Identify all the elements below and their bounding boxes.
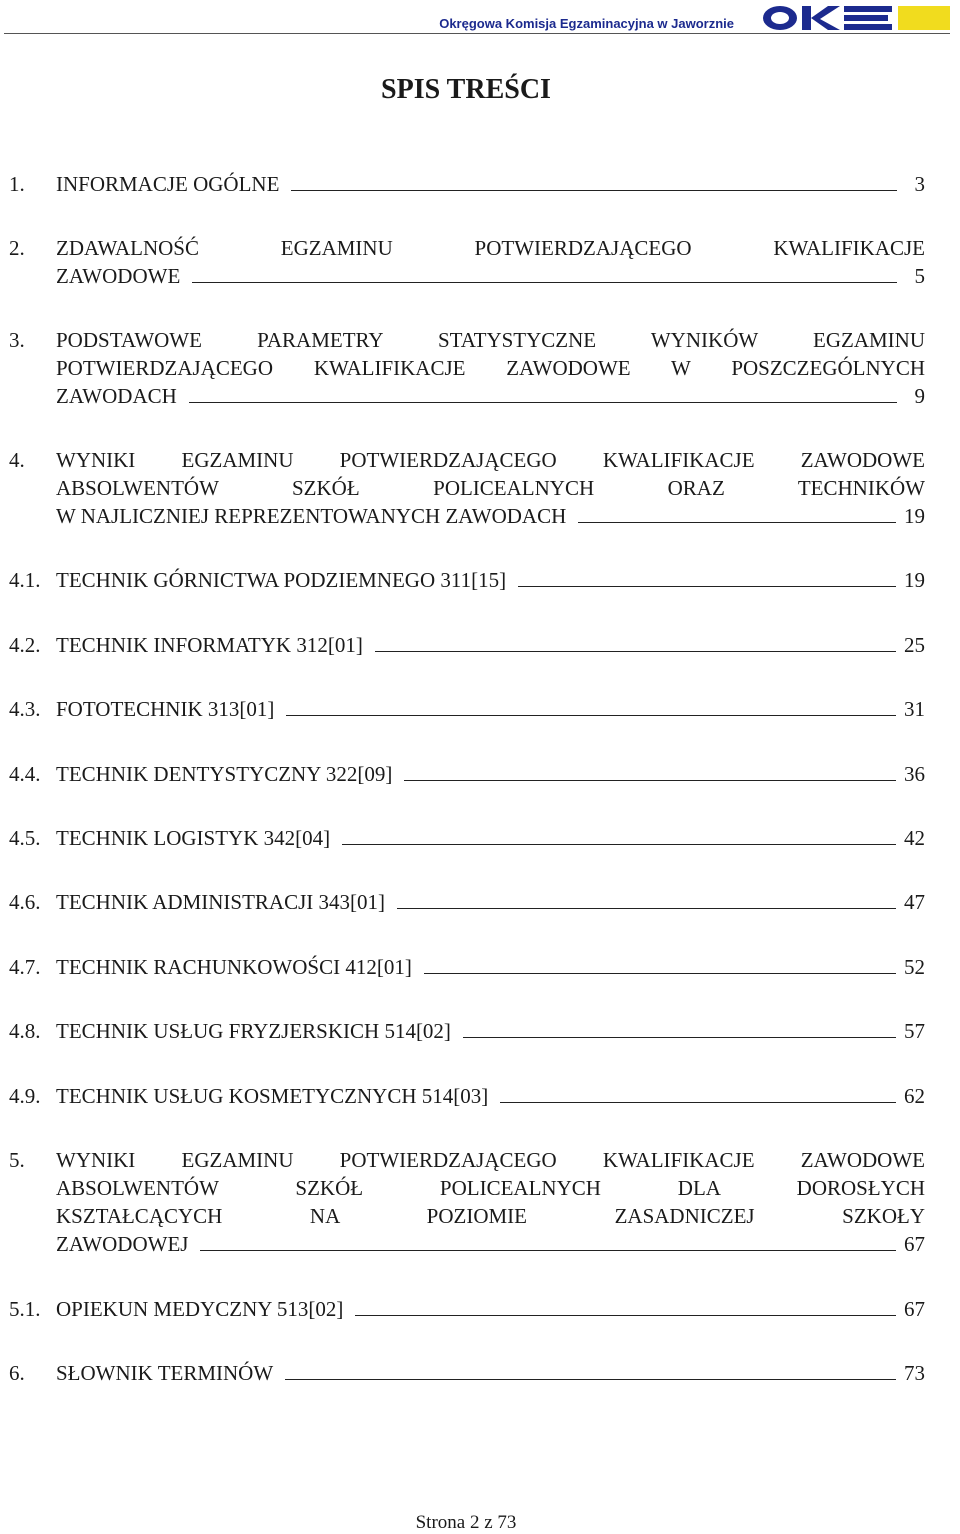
toc-page-number: 9	[914, 384, 925, 408]
toc-page-number: 73	[904, 1361, 925, 1385]
toc-page-number: 25	[904, 633, 925, 657]
toc-page-number: 36	[904, 762, 925, 786]
toc-entry[interactable]	[9, 1082, 925, 1110]
toc-entry-title-line: TECHNIK USŁUG FRYZJERSKICH 514[02]	[56, 1019, 451, 1043]
toc-entry-title-line: ZDAWALNOŚĆ EGZAMINU POTWIERDZAJĄCEGO KWALIFIKACJE	[56, 236, 925, 260]
toc-entry-title-line: SŁOWNIK TERMINÓW	[56, 1361, 274, 1385]
toc-leader-line	[518, 568, 896, 587]
toc-leader-line	[500, 1084, 896, 1103]
toc-entry-number: 4.9.	[9, 1084, 41, 1108]
toc-entry-title-line: W NAJLICZNIEJ REPREZENTOWANYCH ZAWODACH	[56, 504, 567, 528]
toc-page-number: 31	[904, 697, 925, 721]
toc-leader-line	[375, 633, 896, 652]
toc-entry-title-line: POTWIERDZAJĄCEGO KWALIFIKACJE ZAWODOWE W POSZCZEGÓLNYCH	[56, 356, 925, 380]
toc-entry-last-line	[56, 953, 925, 981]
toc-entry-number: 4.6.	[9, 890, 41, 914]
toc-entry-title-line: ZAWODOWE	[56, 264, 181, 288]
toc-entry-title-line: TECHNIK GÓRNICTWA PODZIEMNEGO 311[15]	[56, 568, 507, 592]
toc-entry-title	[56, 1359, 925, 1387]
toc-entry-title-line: TECHNIK LOGISTYK 342[04]	[56, 826, 331, 850]
toc-leader-line	[192, 264, 897, 283]
toc-entry-number: 5.	[9, 1148, 25, 1172]
toc-entry-number: 5.1.	[9, 1297, 41, 1321]
page-header	[0, 0, 960, 34]
toc-leader-line	[291, 172, 897, 191]
toc-entry-title-line: ZAWODOWEJ	[56, 1232, 189, 1256]
toc-entry-title-line: ABSOLWENTÓW SZKÓŁ POLICEALNYCH DLA DOROSŁYCH	[56, 1176, 925, 1200]
toc-entry-last-line	[56, 760, 925, 788]
toc-entry-title	[56, 824, 925, 852]
toc-entry[interactable]	[9, 760, 925, 788]
toc-page-number: 62	[904, 1084, 925, 1108]
toc-entry-title-line: TECHNIK DENTYSTYCZNY 322[09]	[56, 762, 393, 786]
toc-entry-number: 4.7.	[9, 955, 41, 979]
toc-entry-last-line	[56, 695, 925, 723]
toc-entry-last-line	[56, 262, 925, 290]
toc-entry-title	[56, 695, 925, 723]
page-title: SPIS TREŚCI	[381, 74, 551, 105]
toc-entry[interactable]	[9, 824, 925, 852]
organization-name: Okręgowa Komisja Egzaminacyjna w Jaworznie	[439, 16, 734, 31]
toc-entry[interactable]	[9, 566, 925, 594]
toc-entry[interactable]	[9, 953, 925, 981]
toc-leader-line	[355, 1297, 896, 1316]
toc-page-number: 42	[904, 826, 925, 850]
toc-entry-title-line: TECHNIK RACHUNKOWOŚCI 412[01]	[56, 955, 412, 979]
toc-leader-line	[397, 890, 896, 909]
toc-entry-title-line: WYNIKI EGZAMINU POTWIERDZAJĄCEGO KWALIFIKACJE ZAWODOWE	[56, 1148, 925, 1172]
toc-entry-title	[56, 888, 925, 916]
toc-entry-number: 4.4.	[9, 762, 41, 786]
toc-entry-last-line	[56, 1359, 925, 1387]
toc-entry-last-line	[56, 566, 925, 594]
oke-logo	[762, 4, 950, 32]
toc-entry-number: 4.3.	[9, 697, 41, 721]
toc-entry-title-line: ZAWODACH	[56, 384, 177, 408]
toc-entry-last-line	[56, 170, 925, 198]
toc-entry-title	[56, 326, 925, 410]
toc-page-number: 52	[904, 955, 925, 979]
toc-entry-title	[56, 1146, 925, 1258]
toc-entry-last-line	[56, 631, 925, 659]
toc-entry-title	[56, 1295, 925, 1323]
toc-entry-number: 4.2.	[9, 633, 41, 657]
toc-leader-line	[200, 1232, 896, 1251]
toc-leader-line	[286, 697, 896, 716]
page-number-footer: Strona 2 z 73	[415, 1512, 517, 1533]
toc-page-number: 67	[904, 1297, 925, 1321]
toc-page-number: 5	[914, 264, 925, 288]
toc-entry-title-line: INFORMACJE OGÓLNE	[56, 172, 280, 196]
toc-entry-last-line	[56, 1017, 925, 1045]
toc-entry-title-line: TECHNIK USŁUG KOSMETYCZNYCH 514[03]	[56, 1084, 489, 1108]
toc-page-number: 3	[914, 172, 925, 196]
toc-entry-last-line	[56, 888, 925, 916]
toc-entry-title-line: FOTOTECHNIK 313[01]	[56, 697, 275, 721]
toc-page-number: 19	[904, 568, 925, 592]
toc-entry-last-line	[56, 1295, 925, 1323]
toc-entry-title-line: WYNIKI EGZAMINU POTWIERDZAJĄCEGO KWALIFIKACJE ZAWODOWE	[56, 448, 925, 472]
toc-leader-line	[424, 955, 896, 974]
toc-page-number: 19	[904, 504, 925, 528]
toc-entry-number: 2.	[9, 236, 25, 260]
toc-page-number: 57	[904, 1019, 925, 1043]
toc-entry-title	[56, 631, 925, 659]
toc-entry-number: 6.	[9, 1361, 25, 1385]
toc-entry-last-line	[56, 1082, 925, 1110]
toc-entry-title-line: KSZTAŁCĄCYCH NA POZIOMIE ZASADNICZEJ SZKOŁY	[56, 1204, 925, 1228]
toc-entry[interactable]	[9, 1295, 925, 1323]
toc-entry[interactable]	[9, 170, 925, 198]
toc-entry-number: 3.	[9, 328, 25, 352]
toc-leader-line	[404, 762, 896, 781]
toc-leader-line	[285, 1361, 896, 1380]
toc-entry-title	[56, 760, 925, 788]
toc-leader-line	[342, 826, 896, 845]
toc-leader-line	[189, 384, 897, 403]
toc-entry-number: 4.8.	[9, 1019, 41, 1043]
toc-entry-last-line	[56, 382, 925, 410]
toc-leader-line	[578, 504, 896, 523]
toc-entry-title-line: TECHNIK INFORMATYK 312[01]	[56, 633, 363, 657]
toc-page-number: 47	[904, 890, 925, 914]
toc-entry[interactable]	[9, 1359, 925, 1387]
toc-entry-title-line: PODSTAWOWE PARAMETRY STATYSTYCZNE WYNIKÓW EGZAMINU	[56, 328, 925, 352]
toc-entry[interactable]	[9, 631, 925, 659]
toc-entry-last-line	[56, 502, 925, 530]
toc-entry[interactable]	[9, 234, 925, 290]
toc-entry-title	[56, 234, 925, 290]
toc-entry[interactable]	[9, 446, 925, 530]
toc-entry-number: 4.	[9, 448, 25, 472]
toc-entry[interactable]	[9, 1146, 925, 1258]
toc-entry-number: 1.	[9, 172, 25, 196]
header-divider	[4, 33, 950, 34]
toc-entry[interactable]	[9, 695, 925, 723]
toc-entry-title	[56, 1082, 925, 1110]
toc-leader-line	[463, 1019, 896, 1038]
toc-entry-title	[56, 170, 925, 198]
toc-entry-number: 4.1.	[9, 568, 41, 592]
toc-entry[interactable]	[9, 888, 925, 916]
toc-entry-title-line: TECHNIK ADMINISTRACJI 343[01]	[56, 890, 385, 914]
toc-entry-last-line	[56, 824, 925, 852]
toc-entry-number: 4.5.	[9, 826, 41, 850]
toc-entry-title	[56, 566, 925, 594]
toc-entry[interactable]	[9, 326, 925, 410]
toc-entry-last-line	[56, 1230, 925, 1258]
toc-entry-title	[56, 446, 925, 530]
toc-page-number: 67	[904, 1232, 925, 1256]
toc-entry-title	[56, 1017, 925, 1045]
toc-entry[interactable]	[9, 1017, 925, 1045]
toc-entry-title	[56, 953, 925, 981]
toc-entry-title-line: ABSOLWENTÓW SZKÓŁ POLICEALNYCH ORAZ TECHNIKÓW	[56, 476, 925, 500]
toc-entry-title-line: OPIEKUN MEDYCZNY 513[02]	[56, 1297, 344, 1321]
